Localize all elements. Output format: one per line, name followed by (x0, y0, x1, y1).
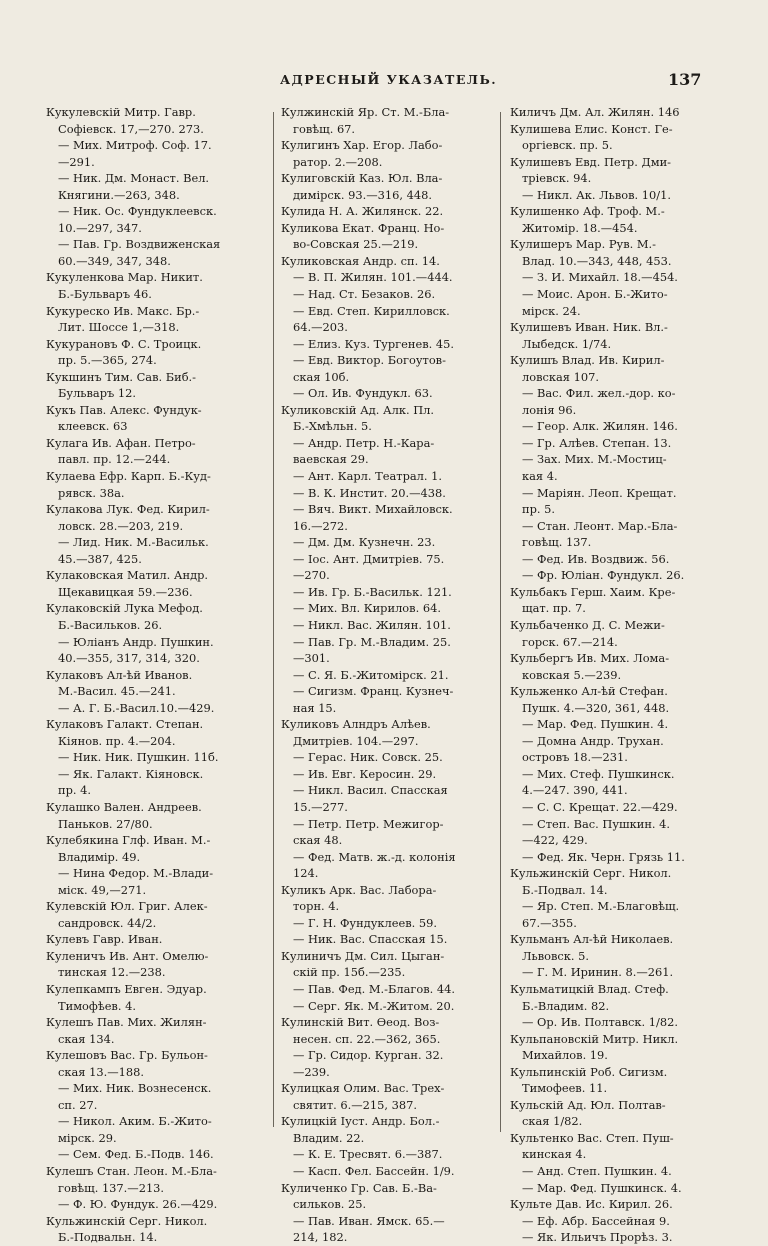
directory-line: Кулигинъ Хар. Егор. Лабо- (281, 138, 443, 153)
directory-line: Кульжинскій Серг. Никол. (510, 866, 672, 881)
directory-line: ская 1/82. (522, 1114, 583, 1129)
directory-line: Кульскій Ад. Юл. Полтав- (510, 1097, 666, 1112)
directory-line: Кулакова Лук. Фед. Кирил- (46, 502, 210, 517)
directory-line: павл. пр. 12.—244. (58, 452, 171, 467)
directory-line: ская 48. (293, 833, 343, 848)
directory-line: — Ник. Дм. Монаст. Вел. (58, 171, 210, 186)
directory-line: пр. 5. (522, 502, 555, 517)
directory-line: 45.—387, 425. (58, 551, 142, 566)
directory-line: — Маріян. Леоп. Крещат. (522, 485, 677, 500)
directory-line: — С. С. Крещат. 22.—429. (522, 799, 678, 814)
directory-line: Куленичъ Ив. Ант. Омелю- (46, 948, 209, 963)
directory-line: сп. 27. (58, 1097, 98, 1112)
directory-line: Кукулевскій Митр. Гавр. (46, 105, 196, 119)
directory-line: Кукшинъ Тим. Сав. Биб.- (46, 369, 197, 384)
directory-line: Б.-Владим. 82. (522, 998, 610, 1013)
directory-line: — Еф. Абр. Бассейная 9. (522, 1213, 670, 1228)
directory-line: 16.—272. (293, 518, 348, 533)
directory-line: щат. пр. 7. (522, 601, 586, 616)
directory-line: Кіянов. пр. 4.—204. (58, 733, 176, 748)
directory-line: Михайлов. 19. (522, 1048, 608, 1063)
directory-line: — Геор. Алк. Жилян. 146. (522, 419, 678, 434)
directory-line: Кукуленкова Мар. Никит. (46, 270, 203, 285)
directory-line: Кульпинскій Роб. Сигизм. (510, 1064, 668, 1079)
directory-line: Кульбаченко Д. С. Межи- (510, 617, 665, 632)
directory-line: во-Совская 25.—219. (293, 237, 419, 252)
directory-line: — Фед. Ив. Воздвиж. 56. (522, 551, 670, 566)
directory-line: М.-Васил. 45.—241. (58, 684, 176, 699)
directory-line: Б.-Подвал. 14. (522, 882, 608, 897)
directory-line: — Ив. Евг. Керосин. 29. (293, 766, 437, 781)
directory-line: — В. П. Жилян. 101.—444. (293, 270, 453, 285)
directory-line: — Дм. Дм. Кузнечн. 23. (293, 535, 436, 550)
directory-line: — Никл. Вас. Жилян. 101. (293, 617, 451, 632)
directory-line: —239. (293, 1064, 330, 1079)
directory-line: Кулицкая Олим. Вас. Трех- (281, 1081, 445, 1096)
directory-line: Кулаковскій Лука Мефод. (46, 601, 203, 616)
directory-line: ратор. 2.—208. (293, 154, 383, 169)
directory-line: 10.—297, 347. (58, 220, 142, 235)
directory-line: клеевск. 63 (58, 419, 128, 434)
directory-line: кая 4. (522, 469, 558, 484)
directory-line: Тимофѣев. 4. (58, 998, 136, 1013)
directory-line: Паньков. 27/80. (58, 816, 153, 831)
directory-line: — Фед. Матв. ж.-д. колонія (293, 849, 456, 864)
column-divider (500, 112, 501, 1132)
directory-line: — Анд. Степ. Пушкин. 4. (522, 1164, 672, 1178)
directory-line: Бульваръ 12. (58, 386, 136, 401)
directory-line: Кулевъ Гавр. Иван. (46, 932, 163, 947)
directory-line: Кульманъ Ал-ѣй Николаев. (510, 932, 674, 947)
directory-line: мірск. 24. (522, 303, 581, 318)
directory-line: Щекавицкая 59.—236. (58, 584, 193, 599)
directory-line: ная 15. (293, 700, 337, 715)
directory-line: Кулида Н. А. Жилянск. 22. (281, 204, 444, 219)
directory-line: — Фр. Юліан. Фундукл. 26. (522, 568, 685, 583)
directory-line: — С. Я. Б.-Житомірск. 21. (293, 667, 449, 682)
directory-line: Кукъ Пав. Алекс. Фундук- (46, 402, 202, 417)
directory-line: тріевск. 94. (522, 171, 592, 186)
directory-line: — Герас. Ник. Совск. 25. (293, 750, 443, 765)
directory-line: Кулепкампъ Евген. Эдуар. (46, 981, 207, 996)
directory-line: Кулишевъ Иван. Ник. Вл.- (510, 320, 668, 335)
directory-line: — Пав. Иван. Ямск. 65.— (293, 1213, 445, 1228)
directory-line: — Андр. Петр. Н.-Кара- (293, 435, 435, 450)
directory-line: — Ник. Вас. Спасская 15. (293, 932, 448, 947)
directory-line: Кулишеръ Мар. Рув. М.- (510, 237, 656, 252)
directory-line: 67.—355. (522, 915, 577, 930)
directory-line: Кукуреско Ив. Макс. Бр.- (46, 303, 200, 318)
directory-line: Кулжинскій Яр. Ст. М.-Бла- (281, 105, 450, 119)
address-column-3 (510, 104, 720, 1246)
directory-line: — Гр. Алѣев. Степан. 13. (522, 435, 672, 450)
directory-line: міск. 49,—271. (58, 882, 147, 897)
directory-line: Кулебякина Глф. Иван. М.- (46, 833, 211, 848)
directory-line: —291. (58, 154, 95, 169)
address-column-2 (281, 104, 497, 1246)
directory-line: 60.—349, 347, 348. (58, 253, 171, 268)
directory-line: Куликовскій Ад. Алк. Пл. (281, 402, 434, 417)
directory-line: — Ник. Ник. Пушкин. 11б. (58, 750, 219, 765)
directory-line: Дмитріев. 104.—297. (293, 733, 419, 748)
directory-line: 40.—355, 317, 314, 320. (58, 651, 200, 666)
directory-line: Кулицкій Іуст. Андр. Бол.- (281, 1114, 440, 1129)
directory-line: Кулаева Ефр. Карп. Б.-Куд- (46, 469, 211, 484)
directory-line: говѣщ. 137. (522, 535, 592, 550)
directory-line: сильков. 25. (293, 1197, 367, 1212)
directory-line: Кулешъ Пав. Мих. Жилян- (46, 1015, 207, 1030)
directory-line: горск. 67.—214. (522, 634, 618, 649)
directory-line: Житомір. 18.—454. (522, 220, 638, 235)
directory-line: Софіевск. 17,—270. 273. (58, 121, 204, 136)
directory-line: Кульматицкій Влад. Стеф. (510, 981, 669, 996)
directory-line: святит. 6.—215, 387. (293, 1097, 418, 1112)
directory-line: пр. 4. (58, 783, 91, 798)
directory-line: Б.-Васильков. 26. (58, 617, 163, 632)
directory-line: Лыбедск. 1/74. (522, 336, 612, 351)
directory-line: —422, 429. (522, 833, 588, 848)
directory-line: — Стан. Леонт. Мар.-Бла- (522, 518, 678, 533)
directory-line: — Нина Федор. М.-Влади- (58, 866, 214, 881)
directory-line: Киличъ Дм. Ал. Жилян. 146 (510, 105, 680, 119)
directory-line: Кулиничъ Дм. Сил. Цыган- (281, 948, 445, 963)
directory-line: — Зах. Мих. М.-Мостиц- (522, 452, 667, 467)
directory-line: ская 134. (58, 1031, 115, 1046)
directory-line: — Вяч. Викт. Михайловск. (293, 502, 453, 517)
directory-line: — Никл. Васил. Спасская (293, 783, 448, 798)
directory-line: — Яр. Степ. М.-Благовѣщ. (522, 899, 680, 914)
directory-line: — Вас. Фил. жел.-дор. ко- (522, 386, 676, 401)
directory-line: Куликова Екат. Франц. Но- (281, 220, 445, 235)
directory-line: — Г. М. Иринин. 8.—261. (522, 965, 674, 980)
directory-line: Культе Дав. Ис. Кирил. 26. (510, 1197, 673, 1212)
directory-line: Кулешовъ Вас. Гр. Бульон- (46, 1048, 208, 1063)
directory-line: Кулинскій Вит. Ѳеод. Воз- (281, 1015, 440, 1030)
directory-line: 214, 182. (293, 1230, 348, 1245)
directory-line: пр. 5.—365, 274. (58, 353, 157, 368)
directory-line: — Сигизм. Франц. Кузнеч- (293, 684, 454, 699)
directory-line: Княгини.—263, 348. (58, 187, 180, 202)
directory-line: кинская 4. (522, 1147, 587, 1162)
directory-line: мірск. 29. (58, 1130, 117, 1145)
directory-line: — Мих. Вл. Кирилов. 64. (293, 601, 441, 616)
directory-line: — Мих. Митроф. Соф. 17. (58, 138, 212, 153)
directory-line: — К. Е. Тресвят. 6.—387. (293, 1147, 443, 1162)
directory-line: Львовск. 5. (522, 948, 589, 963)
directory-line: Кулешъ Стан. Леон. М.-Бла- (46, 1164, 217, 1178)
directory-line: — Мих. Стеф. Пушкинск. (522, 766, 675, 781)
directory-line: скій пр. 15б.—235. (293, 965, 406, 980)
directory-line: Пушк. 4.—320, 361, 448. (522, 700, 670, 715)
directory-line: — Сем. Фед. Б.-Подв. 146. (58, 1147, 214, 1162)
directory-line: ловск. 28.—203, 219. (58, 518, 184, 533)
directory-line: Культенко Вас. Степ. Пуш- (510, 1130, 674, 1145)
directory-line: 4.—247. 390, 441. (522, 783, 628, 798)
address-column-1 (46, 104, 268, 1246)
directory-line: — Іос. Ант. Дмитріев. 75. (293, 551, 445, 566)
directory-line: — Ф. Ю. Фундук. 26.—429. (58, 1197, 218, 1212)
directory-line: Кульженко Ал-ѣй Стефан. (510, 684, 668, 699)
directory-line: — Елиз. Куз. Тургенев. 45. (293, 336, 454, 351)
directory-line: — Лид. Ник. М.-Васильк. (58, 535, 209, 550)
directory-line: 15.—277. (293, 799, 348, 814)
directory-line: ловская 107. (522, 369, 599, 384)
directory-line: — Ив. Гр. Б.-Васильк. 121. (293, 584, 452, 599)
directory-line: лонія 96. (522, 402, 577, 417)
directory-line: димірск. 93.—316, 448. (293, 187, 432, 202)
directory-line: — Гр. Сидор. Курган. 32. (293, 1048, 444, 1063)
directory-line: — Як. Галакт. Кіяновск. (58, 766, 204, 781)
directory-line: — Никл. Ак. Львов. 10/1. (522, 187, 671, 202)
directory-line: Куличенко Гр. Сав. Б.-Ва- (281, 1180, 437, 1195)
directory-line: Б.-Подвальн. 14. (58, 1230, 158, 1245)
directory-line: — З. И. Михайл. 18.—454. (522, 270, 678, 285)
directory-line: оргіевск. пр. 5. (522, 138, 613, 153)
directory-line: торн. 4. (293, 899, 340, 914)
directory-line: говѣщ. 137.—213. (58, 1180, 165, 1195)
directory-line: Кулаковъ Ал-ѣй Иванов. (46, 667, 193, 682)
directory-line: Лит. Шоссе 1,—318. (58, 320, 180, 335)
directory-line: — Г. Н. Фундуклеев. 59. (293, 915, 438, 930)
directory-line: Кулишева Елис. Конст. Ге- (510, 121, 673, 136)
directory-line: — А. Г. Б.-Васил.10.—429. (58, 700, 215, 715)
directory-line: несен. сп. 22.—362, 365. (293, 1031, 441, 1046)
directory-line: — В. К. Инстит. 20.—438. (293, 485, 446, 500)
column-divider (273, 112, 274, 1127)
directory-line: Кулаковская Матил. Андр. (46, 568, 208, 583)
directory-line: — Ник. Ос. Фундуклеевск. (58, 204, 217, 219)
directory-line: — Ол. Ив. Фундукл. 63. (293, 386, 433, 401)
directory-line: Владимір. 49. (58, 849, 141, 864)
directory-line: — Евд. Виктор. Богоутов- (293, 353, 446, 368)
directory-line: Кульжинскій Серг. Никол. (46, 1213, 208, 1228)
directory-line: — Евд. Степ. Кирилловск. (293, 303, 450, 318)
directory-line: 124. (293, 866, 319, 881)
directory-line: Владим. 22. (293, 1130, 365, 1145)
directory-line: — Серг. Як. М.-Житом. 20. (293, 998, 455, 1013)
directory-line: говѣщ. 67. (293, 121, 356, 136)
directory-line: — Петр. Петр. Межигор- (293, 816, 444, 831)
directory-line: ская 10б. (293, 369, 350, 384)
directory-line: —270. (293, 568, 330, 583)
directory-line: Куликовская Андр. сп. 14. (281, 253, 440, 268)
directory-line: Кулишевъ Евд. Петр. Дми- (510, 154, 672, 169)
directory-line: ская 13.—188. (58, 1064, 144, 1079)
directory-line: Кулиговскій Каз. Юл. Вла- (281, 171, 443, 186)
directory-line: — Юліанъ Андр. Пушкин. (58, 634, 214, 649)
directory-line: — Пав. Гр. Воздвиженская (58, 237, 221, 252)
directory-line: Кульпановскій Митр. Никл. (510, 1031, 679, 1046)
directory-line: ваевская 29. (293, 452, 369, 467)
page-number: 137 (668, 70, 702, 89)
directory-line: Кулаковъ Галакт. Степан. (46, 717, 204, 732)
directory-line: Куликовъ Алндръ Алѣев. (281, 717, 431, 732)
directory-line: 64.—203. (293, 320, 348, 335)
directory-line: Влад. 10.—343, 448, 453. (522, 253, 672, 268)
directory-line: — Моис. Арон. Б.-Жито- (522, 287, 668, 302)
directory-line: — Степ. Вас. Пушкин. 4. (522, 816, 671, 831)
directory-line: Куликъ Арк. Вас. Лабора- (281, 882, 437, 897)
directory-line: ковская 5.—239. (522, 667, 622, 682)
directory-line: — Мар. Фед. Пушкин. 4. (522, 717, 669, 732)
directory-line: — Ант. Карл. Театрал. 1. (293, 469, 443, 484)
directory-line: — Мар. Фед. Пушкинск. 4. (522, 1180, 682, 1195)
directory-line: Кулишенко Аф. Троф. М.- (510, 204, 665, 219)
directory-line: — Мих. Ник. Вознесенск. (58, 1081, 212, 1096)
directory-line: — Фед. Як. Черн. Грязь 11. (522, 849, 685, 864)
directory-line: — Касп. Фел. Бассейн. 1/9. (293, 1164, 455, 1178)
directory-line: Кульбакъ Герш. Хаим. Кре- (510, 584, 676, 599)
directory-line: тинская 12.—238. (58, 965, 166, 980)
directory-line: — Ор. Ив. Полтавск. 1/82. (522, 1015, 678, 1030)
directory-line: — Домна Андр. Трухан. (522, 733, 664, 748)
directory-line: сандровск. 44/2. (58, 915, 157, 930)
directory-line: — Пав. Гр. М.-Владим. 25. (293, 634, 451, 649)
directory-line: — Пав. Фед. М.-Благов. 44. (293, 981, 455, 996)
directory-line: — Никол. Аким. Б.-Жито- (58, 1114, 212, 1129)
directory-line: — Як. Ильичъ Прорѣз. 3. (522, 1230, 673, 1245)
directory-line: — Над. Ст. Безаков. 26. (293, 287, 436, 302)
directory-line: Кулишъ Влад. Ив. Кирил- (510, 353, 665, 368)
running-header: АДРЕСНЫЙ УКАЗАТЕЛЬ. (280, 72, 498, 87)
directory-line: Б.-Бульваръ 46. (58, 287, 152, 302)
directory-line: Кулага Ив. Афан. Петро- (46, 435, 196, 450)
directory-line: Б.-Хмѣльн. 5. (293, 419, 372, 434)
directory-line: Кулашко Вален. Андреев. (46, 799, 202, 814)
directory-line: рявск. 38а. (58, 485, 125, 500)
directory-line: Тимофеев. 11. (522, 1081, 608, 1096)
directory-line: островъ 18.—231. (522, 750, 628, 765)
directory-line: Кукурановъ Ф. С. Троицк. (46, 336, 202, 351)
directory-line: Кульбергъ Ив. Мих. Лома- (510, 651, 670, 666)
directory-line: Кулевскій Юл. Григ. Алек- (46, 899, 208, 914)
directory-line: —301. (293, 651, 330, 666)
